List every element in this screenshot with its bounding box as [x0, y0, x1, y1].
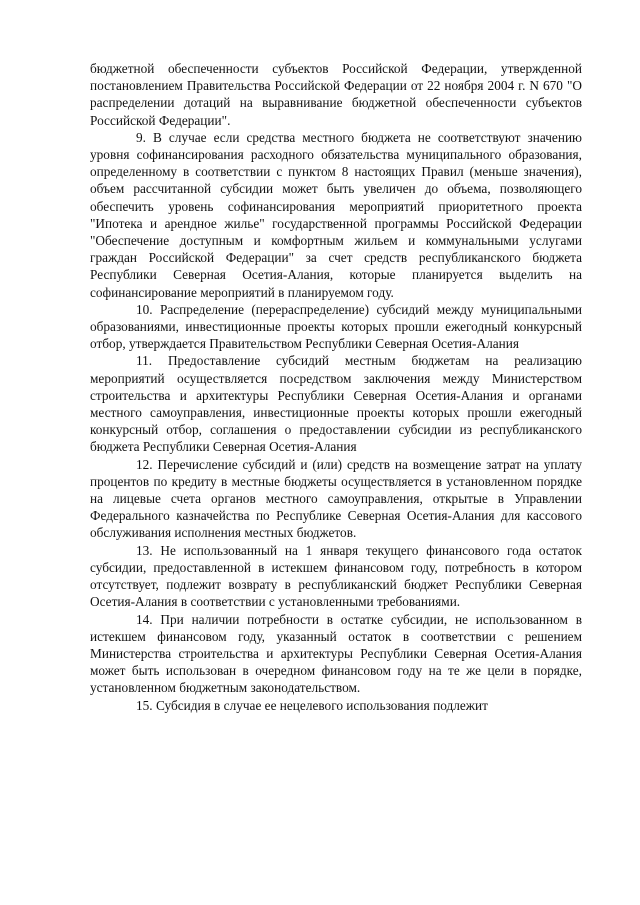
- paragraph-item-15: 15. Субсидия в случае ее нецелевого использования подлежит: [136, 697, 488, 713]
- paragraph-item-11: 11. Предоставление субсидий местным бюджетам на реализацию мероприятий осуществляется посредством заключения между Министерством строительства и архитектуры Республики Северная Осетия-Алания и органами местного самоуправления, инвестиционные проекты которых прошли ежегодный конкурсный отбор, соглашения о предоставлении субсидии из республиканского бюджета Республики Северная Осетия-Алания: [90, 353, 582, 455]
- paragraph-item-14: 14. При наличии потребности в остатке субсидии, не использованном в истекшем финансовом году, указанный остаток в соответствии с решением Министерства строительства и архитектуры Республики Северная Осетия-Алания может быть использован в очередном финансовом году на те же цели в порядке, установленном бюджетным законодательством.: [90, 611, 582, 696]
- document-page: [90, 60, 582, 714]
- paragraph-item-13: 13. Не использованный на 1 января текущего финансового года остаток субсидии, предоставленной в истекшем финансовом году, потребность в котором отсутствует, подлежит возврату в республиканский бюджет Республики Северная Осетия-Алания в соответствии с установленными требованиями.: [90, 542, 582, 610]
- paragraph-item-9: 9. В случае если средства местного бюджета не соответствуют значению уровня софинансирования расходного обязательства муниципального образования, определенному в соответствии с пунктом 8 настоящих Правил (меньше значения), объем рассчитанной субсидии может быть увеличен до объема, позволяющего обеспечить уровень софинансирования мероприятий приоритетного проекта "Ипотека и арендное жилье" государственной программы Российской Федерации "Обеспечение доступным и комфортным жильем и коммунальными услугами граждан Российской Федерации" за счет средств республиканского бюджета Республики Северная Осетия-Алания, которые планируется выделить на софинансирование мероприятий в планируемом году.: [90, 129, 582, 300]
- paragraph-item-10: 10. Распределение (перераспределение) субсидий между муниципальными образованиями, инвестиционные проекты которых прошли ежегодный конкурсный отбор, утверждается Правительством Республики Северная Осетия-Алания: [90, 301, 582, 352]
- paragraph-item-12: 12. Перечисление субсидий и (или) средств на возмещение затрат на уплату процентов по кредиту в местные бюджеты осуществляется в установленном порядке на лицевые счета органов местного самоуправления, открытые в Управлении Федерального казначейства по Республике Северная Осетия-Алания для кассового обслуживания исполнения местных бюджетов.: [90, 456, 582, 541]
- paragraph-continuation: бюджетной обеспеченности субъектов Российской Федерации, утвержденной постановлением Правительства Российской Федерации от 22 ноября 2004 г. N 670 "О распределении дотаций на выравнивание бюджетной обеспеченности субъектов Российской Федерации".: [90, 61, 582, 128]
